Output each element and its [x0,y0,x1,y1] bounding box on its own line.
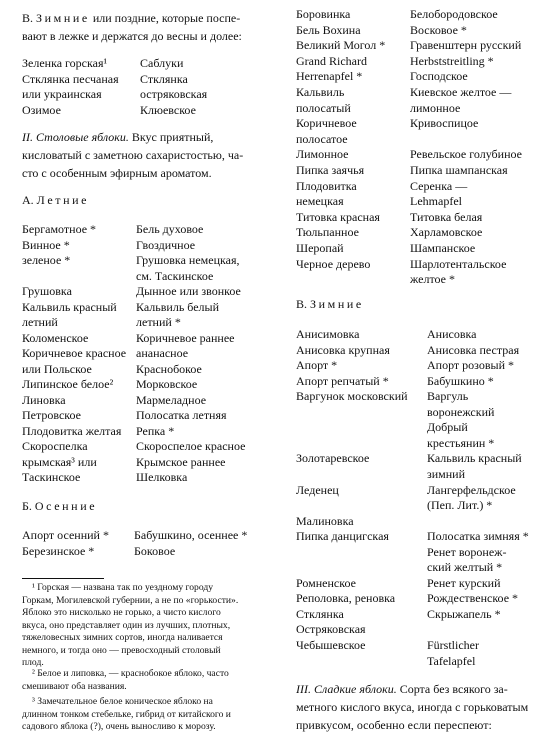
summer-right-cell: Шелковка [136,470,188,484]
winter-2-row [296,622,541,638]
winter-2-row [296,545,541,561]
autumn-cont-right-cell: желтое * [410,272,456,287]
autumn-cont-right-cell: Кривоспицое [410,116,479,131]
autumn-cont-right-cell: Титовка белая [410,209,483,224]
autumn-cont-right-cell: Серенка — [410,178,468,193]
winter-2-right-cell: Ренет воронеж- [427,544,507,559]
autumn-cont-right-cell: Гравенштерн русский [410,38,522,53]
winter-2-row [296,389,541,405]
winter-2-left-cell: Анисовка крупная [296,342,390,357]
autumn-cont-row [296,101,541,117]
footnote-line: тяжеловесных зимних сортов, иногда наливается [22,632,223,643]
winter-2-left-cell: Апорт репчатый * [296,373,389,388]
summer-right-cell: Крымское раннее [136,454,226,469]
summer-right-cell: летний * [136,315,181,329]
autumn-left-cell: Березинское * [22,544,95,558]
footnote-rule [22,578,104,579]
section-ii-line2: кисловатый с заметною сахаристостью, ча- [22,148,244,162]
autumn-cont-left-cell: Бель Вохина [296,22,361,37]
winter-1-left-cell: Озимое [22,102,61,117]
winter-2-right-cell: воронежский [427,404,495,419]
winter-2-row [296,327,541,343]
autumn-cont-left-cell: Herrenapfel * [296,69,363,84]
winter-2-right-cell: Кальвиль красный [427,451,522,466]
winter-2-right-cell: Ренет курский [427,575,501,590]
winter-2-left-cell: Пипка данцигская [296,529,389,544]
footnote-line: длинном тонком стебельке, гибрид от китайского и [22,708,231,720]
winter-2-row [296,591,541,607]
autumn-cont-left-cell: Плодовитка [296,178,357,193]
footnote-line: Горкам, Могилевской губернии, а не по «горькости». [22,594,239,606]
winter-2-row [296,358,541,374]
autumn-right-cell: Боковое [134,544,176,558]
autumn-right-cell: Бабушкино, осеннее * [134,528,248,542]
footnote-line: немного, и тогда оно — превосходный столовый [22,644,221,656]
autumn-cont-left-cell: Титовка красная [296,209,380,224]
autumn-cont-row [296,116,541,132]
summer-left-cell: Таскинское [22,470,81,484]
footnote-line: смешивают оба названия. [22,680,127,692]
winter-2-row [296,638,541,654]
summer-left-cell: или Польское [22,361,92,376]
winter-2-left-cell: Остряковская [296,622,366,637]
autumn-cont-left-cell: немецкая [296,194,344,209]
winter-2-left-cell: Стклянка [296,606,344,621]
winter-2-left-cell: Ромненское [296,575,356,590]
summer-row [22,331,272,347]
winter-2-right-cell: Рождественское * [427,591,519,606]
winter-2-right-cell: Fürstlicher [427,638,479,652]
summer-row [22,470,272,486]
summer-left-cell: Бергамотное * [22,222,97,236]
autumn-cont-left-cell: Черное дерево [296,256,371,271]
autumn-cont-right-cell: лимонное [410,100,461,115]
autumn-cont-right-cell: Ревельское голубиное [410,147,522,162]
winter-2-left-cell: Апорт * [296,358,338,373]
autumn-cont-right-cell: Lehmapfel [410,194,462,209]
summer-right-cell: Полосатка летняя [136,408,227,422]
winter-2-left-cell: Анисимовка [296,327,360,341]
autumn-cont-right-cell: Herbststreitling * [410,53,494,68]
summer-right-cell: Бель духовое [136,222,204,236]
summer-left-cell: Винное * [22,237,70,252]
winter-2-left-cell: Леденец [296,482,339,497]
summer-left-cell: крымская³ или [22,454,97,469]
autumn-row [22,543,272,559]
summer-left-cell: Коломенское [22,330,89,345]
summer-left-cell: Липинское белое² [22,377,114,391]
autumn-cont-right-cell: Харламовское [410,225,483,240]
autumn-cont-row [296,38,541,54]
winter-2-row [296,436,541,452]
summer-row [22,346,272,362]
winter-2-row [296,607,541,623]
summer-heading: А. Летние [22,193,90,207]
winter-2-row [296,420,541,436]
footnote-2 [22,668,272,693]
summer-left-cell: Кальвиль красный [22,299,117,314]
autumn-cont-left-cell: Кальвиль [296,85,345,99]
summer-left-cell: Грушовка [22,284,72,298]
autumn-cont-right-cell: Восковое * [410,22,467,37]
autumn-cont-left-cell: Коричневое [296,116,357,131]
summer-row [22,253,272,269]
summer-row [22,455,272,471]
summer-left-cell: Скороспелка [22,439,88,453]
footnote-line: ³ Замечательное белое коническое яблоко на [32,696,213,707]
summer-right-cell: Краснобокое [136,361,202,376]
winter-b-heading: В. Зимние [296,297,364,311]
footnote-line: вкуса, оно представляет один из лучших, плотных, [22,619,231,631]
autumn-cont-row [296,54,541,70]
summer-left-cell: Петровское [22,408,81,422]
winter-2-right-cell: Tafelapfel [427,653,476,668]
autumn-cont-left-cell: Лимонное [296,147,349,162]
autumn-cont-left-cell: полосатый [296,100,351,115]
winter-1-left-cell: или украинская [22,87,102,101]
autumn-cont-left-cell: Тюльпанное [296,225,359,240]
winter-1-row [22,103,272,119]
summer-left-cell: Плодовитка желтая [22,423,122,438]
autumn-cont-right-cell: Шампанское [410,241,476,255]
winter-2-right-cell: Анисовка пестрая [427,342,520,357]
winter-2-row [296,498,541,514]
winter-1-right-cell: остряковская [140,87,208,101]
summer-row [22,408,272,424]
autumn-cont-right-cell: Шарлотентальское [410,256,507,271]
summer-row [22,222,272,238]
winter-2-right-cell: Бабушкино * [427,373,494,388]
winter-2-row [296,374,541,390]
summer-right-cell: Коричневое раннее [136,330,235,345]
summer-right-cell: ананасное [136,346,189,360]
winter-2-left-cell: Золотаревское [296,451,370,466]
winter-2-right-cell: Апорт розовый * [427,358,514,373]
summer-right-cell: Репка * [136,423,175,438]
winter-1-left-cell: Стклянка песчаная [22,71,119,86]
autumn-cont-row [296,132,541,148]
autumn-cont-row [296,85,541,101]
winter-1-row [22,56,272,72]
section-ii-line3: сто с особенным эфирным ароматом. [22,166,212,180]
summer-row [22,424,272,440]
autumn-cont-right-cell: Киевское желтое — [410,85,512,99]
section-ii-line1: II. Столовые яблоки. Вкус приятный, [22,130,214,144]
footnote-line: ² Белое и липовка, — краснобокое яблоко, часто [32,668,229,679]
autumn-cont-left-cell: полосатое [296,131,348,146]
section-iii-line1: III. Сладкие яблоки. Сорта без всякого за- [296,682,508,696]
winter-2-row [296,467,541,483]
summer-row [22,238,272,254]
footnote-line: садового яблока (?), очень выносливо к морозу. [22,721,216,732]
winter-2-row [296,451,541,467]
winter-1-right-cell: Клюевское [140,102,196,117]
autumn-cont-row [296,210,541,226]
winter-2-left-cell: Реполовка, реновка [296,591,396,606]
footnote-line: плод. [22,657,44,668]
autumn-cont-row [296,23,541,39]
autumn-cont-right-cell: Белобородовское [410,7,498,21]
autumn-cont-row [296,272,541,288]
summer-row [22,439,272,455]
autumn-cont-left-cell: Grand Richard [296,53,367,68]
autumn-left-cell: Апорт осенний * [22,528,109,542]
autumn-cont-row [296,179,541,195]
footnote-1 [22,582,272,670]
summer-left-cell: зеленое * [22,253,71,267]
summer-row [22,393,272,409]
winter-2-right-cell: Скрыжапель * [427,606,501,621]
winter-1-right-cell: Саблуки [140,56,184,70]
winter-1-right-cell: Стклянка [140,71,188,86]
summer-left-cell: Линовка [22,392,66,407]
winter-2-left-cell: Малиновка [296,513,354,528]
winter-2-row [296,405,541,421]
summer-right-cell: Скороспелое красное [136,439,246,453]
summer-left-cell: Коричневое красное [22,346,127,360]
winter-1-left-cell: Зеленка горская¹ [22,56,108,70]
section-iii-line2: метного кислого вкуса, иногда с горьковатым [296,700,529,714]
winter-2-right-cell: ский желтый * [427,560,503,575]
summer-right-cell: Морковское [136,377,198,391]
autumn-cont-left-cell: Шеропай [296,241,344,255]
winter-2-right-cell: Добрый [427,420,468,435]
autumn-cont-row [296,7,541,23]
summer-row [22,269,272,285]
autumn-cont-row [296,225,541,241]
winter-intro-line1: В. Зимние или поздние, которые поспе- [22,11,241,25]
section-iii-line3: привкусом, особенно если переспеют: [296,718,492,732]
autumn-cont-left-cell: Пипка заячья [296,163,365,177]
autumn-cont-left-cell: Боровинка [296,7,351,21]
autumn-cont-row [296,163,541,179]
summer-right-cell: Грушовка немецкая, [136,253,240,267]
autumn-cont-right-cell: Пипка шампанская [410,163,508,177]
summer-row [22,362,272,378]
winter-2-right-cell: Варгуль [427,389,469,404]
autumn-cont-row [296,241,541,257]
autumn-cont-right-cell: Господское [410,69,468,84]
summer-right-cell: Дынное или звонкое [136,284,241,298]
winter-2-right-cell: Анисовка [427,327,477,341]
winter-2-right-cell: Полосатка зимняя * [427,529,529,544]
winter-2-left-cell: Чебышевское [296,638,366,652]
winter-2-row [296,343,541,359]
autumn-cont-row [296,147,541,163]
winter-1-row [22,87,272,103]
summer-right-cell: Мармеладное [136,392,207,407]
winter-2-row [296,529,541,545]
winter-2-row [296,560,541,576]
summer-right-cell: Кальвиль белый [136,299,220,314]
autumn-cont-left-cell: Великий Могол * [296,38,386,53]
autumn-cont-row [296,69,541,85]
winter-2-right-cell: крестьянин * [427,435,495,450]
winter-2-row [296,576,541,592]
footnote-line: ¹ Горская — названа так по уездному городу [32,582,214,593]
summer-row [22,300,272,316]
summer-row [22,377,272,393]
winter-2-right-cell: (Пеп. Лит.) * [427,498,493,513]
summer-right-cell: Гвоздичное [136,237,196,252]
winter-2-right-cell: зимний [427,466,466,481]
winter-1-row [22,72,272,88]
winter-2-row [296,654,541,670]
winter-2-left-cell: Варгунок московский [296,389,408,404]
summer-row [22,284,272,300]
footnote-3 [22,696,272,734]
autumn-row [22,527,272,543]
autumn-cont-row [296,257,541,273]
winter-2-right-cell: Лангерфельдское [427,482,516,497]
winter-intro-line2: вают в лежке и держатся до весны и долее: [22,29,242,43]
autumn-cont-row [296,194,541,210]
winter-2-row [296,483,541,499]
autumn-heading: Б. Осенние [22,499,98,513]
summer-row [22,315,272,331]
winter-2-row [296,514,541,530]
footnote-line: Яблоко это нисколько не горько, а чисто кислого [22,607,221,618]
summer-right-cell: см. Таскинское [136,268,214,283]
summer-left-cell: летний [22,315,58,329]
